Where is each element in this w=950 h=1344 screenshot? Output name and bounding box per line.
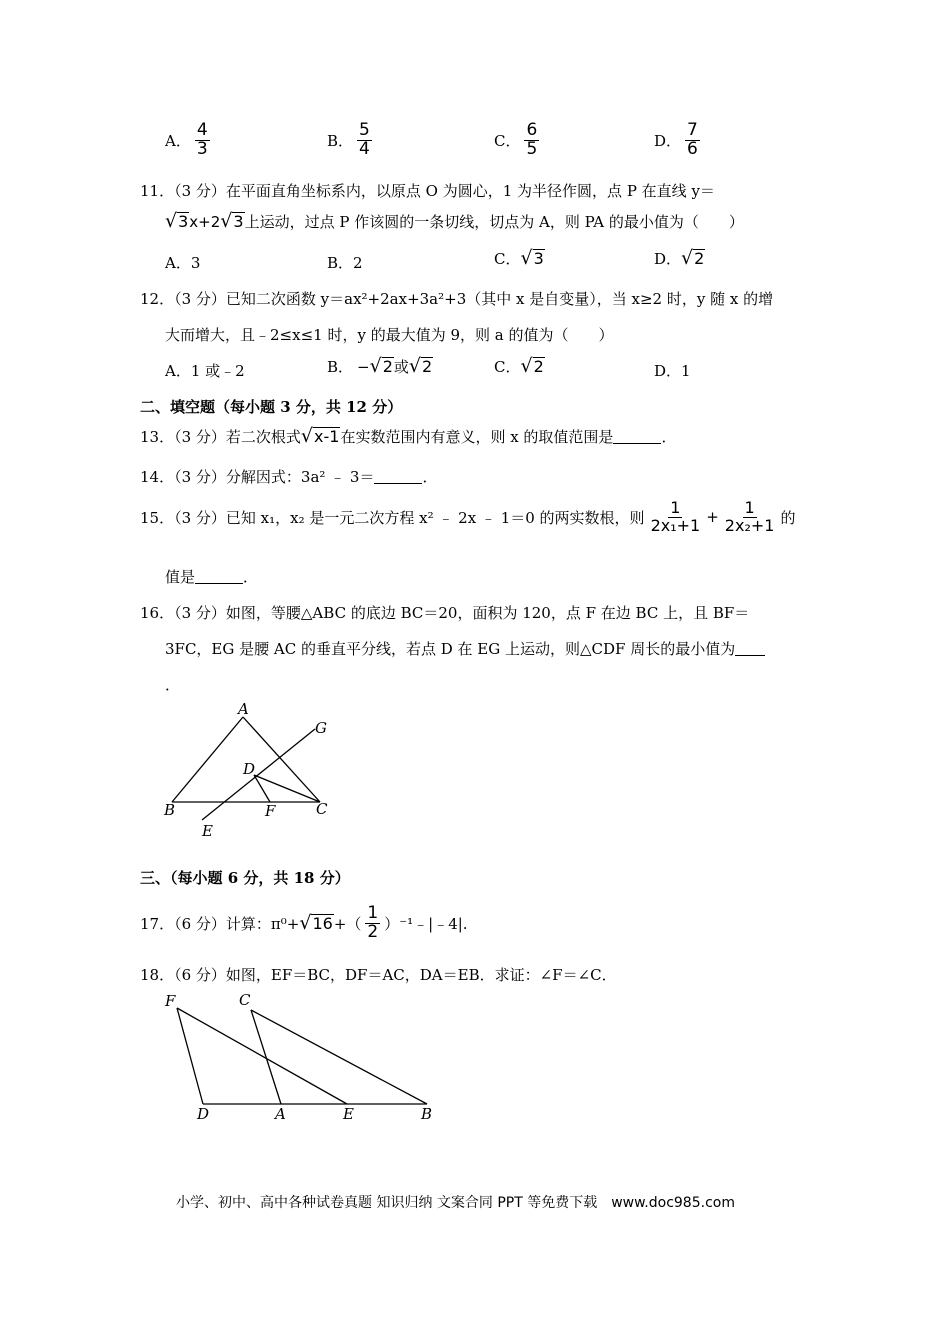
- q18: 18．（6 分）如图，EF＝BC，DF＝AC，DA＝EB．求证：∠F＝∠C．: [140, 966, 617, 984]
- label-e: E: [343, 1105, 354, 1123]
- q16-line2: 3FC，EG 是腰 AC 的垂直平分线，若点 D 在 EG 上运动，则△CDF 周长的最小值为: [165, 638, 765, 659]
- q15-line2: 值是 ．: [165, 568, 259, 586]
- fraction: $\frac{1}{\text{2x₂+1}}$: [724, 498, 775, 535]
- sqrt: √ 16: [299, 911, 333, 934]
- answer-blank: [374, 469, 422, 484]
- section-3-heading: 三、（每小题 6 分，共 18 分）: [140, 869, 350, 887]
- answer-blank: [195, 569, 243, 584]
- q11-option-b: B．2: [327, 254, 363, 272]
- q16-figure: [150, 695, 350, 840]
- sqrt: √ 3: [220, 210, 244, 232]
- segment-fe: [177, 1008, 347, 1104]
- label-b: B: [164, 801, 176, 819]
- q12-option-d: D．1: [654, 362, 691, 380]
- q12-option-c: C． √ 2: [494, 355, 544, 377]
- label-g: G: [315, 719, 327, 737]
- q11-option-d: D． √ 2: [654, 247, 705, 269]
- answer-blank: [735, 641, 765, 656]
- fraction: $\frac{1}{\text{2x₁+1}}$: [650, 498, 701, 535]
- q10-option-b: B． $\frac{5}{4}$: [327, 120, 370, 159]
- label-b: B: [421, 1105, 433, 1123]
- q16-line1: 16．（3 分）如图，等腰△ABC 的底边 BC＝20，面积为 120，点 F 在边 BC 上，且 BF＝: [140, 604, 750, 622]
- label-d: D: [197, 1105, 210, 1123]
- q12-line1: 12．（3 分）已知二次函数 y＝ax²+2ax+3a²+3（其中 x 是自变量），当 x≥2 时，y 随 x 的增: [140, 290, 774, 308]
- q11-option-c: C． √ 3: [494, 247, 544, 269]
- segment-df: [254, 775, 270, 802]
- q12-option-b: B． − √ 2 或 √ 2: [327, 355, 433, 377]
- sqrt: √ 2: [520, 355, 544, 377]
- sqrt: √ 2: [681, 247, 705, 269]
- q12-line2: 大而增大，且﹣2≤x≤1 时，y 的最大值为 9，则 a 的值为（ ）: [165, 326, 614, 344]
- q11-line1: 11．（3 分）在平面直角坐标系内，以原点 O 为圆心，1 为半径作圆，点 P 在直线 y＝: [140, 182, 715, 200]
- label-c: C: [316, 800, 328, 818]
- segment-ab: [172, 717, 243, 802]
- label-a: A: [238, 700, 249, 718]
- fraction: $\frac{5}{4}$: [359, 120, 370, 159]
- q15-line1: 15．（3 分）已知 x₁，x₂ 是一元二次方程 x² ﹣ 2x ﹣ 1＝0 的两实数根，则 $\frac{1}{\text{2x₁+1}}$ + $\frac{1}{\text{2x₂+1}}$ 的: [140, 498, 796, 535]
- section-2-heading: 二、填空题（每小题 3 分，共 12 分）: [140, 398, 403, 416]
- q16-line3: ．: [165, 676, 181, 694]
- q10-option-c: C． $\frac{6}{5}$: [494, 120, 538, 159]
- label-c: C: [239, 991, 251, 1009]
- fraction: $\frac{6}{5}$: [526, 120, 538, 159]
- label-a: A: [275, 1105, 286, 1123]
- fraction: $\frac{4}{3}$: [196, 120, 208, 159]
- label-f: F: [165, 992, 176, 1010]
- answer-blank: [613, 429, 661, 444]
- label-e: E: [202, 822, 213, 840]
- sqrt: √ 2: [369, 355, 393, 377]
- fraction: $\frac{1}{2}$: [367, 903, 379, 942]
- q17: 17．（6 分）计算：π⁰+ √ 16 +（ $\frac{1}{2}$ ）⁻¹﹣|﹣4|.: [140, 903, 468, 942]
- fraction: $\frac{7}{6}$: [687, 120, 698, 159]
- q18-figure: [155, 988, 455, 1123]
- q13: 13．（3 分）若二次根式 √ x-1 在实数范围内有意义，则 x 的取值范围是 ．: [140, 425, 677, 447]
- sqrt: √ 3: [165, 210, 189, 232]
- segment-cb: [251, 1010, 427, 1104]
- segment-fd: [177, 1008, 203, 1104]
- q10-option-d: D． $\frac{7}{6}$: [654, 120, 698, 159]
- q11-line2: √ 3 x+2 √ 3 上运动，过点 P 作该圆的一条切线，切点为 A，则 PA 的最小值为（ ）: [165, 210, 744, 232]
- label-f: F: [265, 802, 276, 820]
- q12-option-a: A．1 或﹣2: [165, 362, 245, 380]
- segment-dc: [254, 775, 320, 802]
- sqrt: √ 3: [520, 247, 544, 269]
- footer-text: 小学、初中、高中各种试卷真题 知识归纳 文案合同 PPT 等免费下载 www.doc985.com: [176, 1195, 735, 1211]
- q14: 14．（3 分）分解因式：3a² ﹣ 3＝ ．: [140, 468, 438, 486]
- q11-option-a: A．3: [165, 254, 201, 272]
- label-d: D: [243, 760, 256, 778]
- segment-eg: [202, 729, 315, 820]
- sqrt: √ 2: [408, 355, 433, 377]
- q10-option-a: A． $\frac{4}{3}$: [165, 120, 208, 159]
- sqrt: √ x-1: [300, 425, 340, 447]
